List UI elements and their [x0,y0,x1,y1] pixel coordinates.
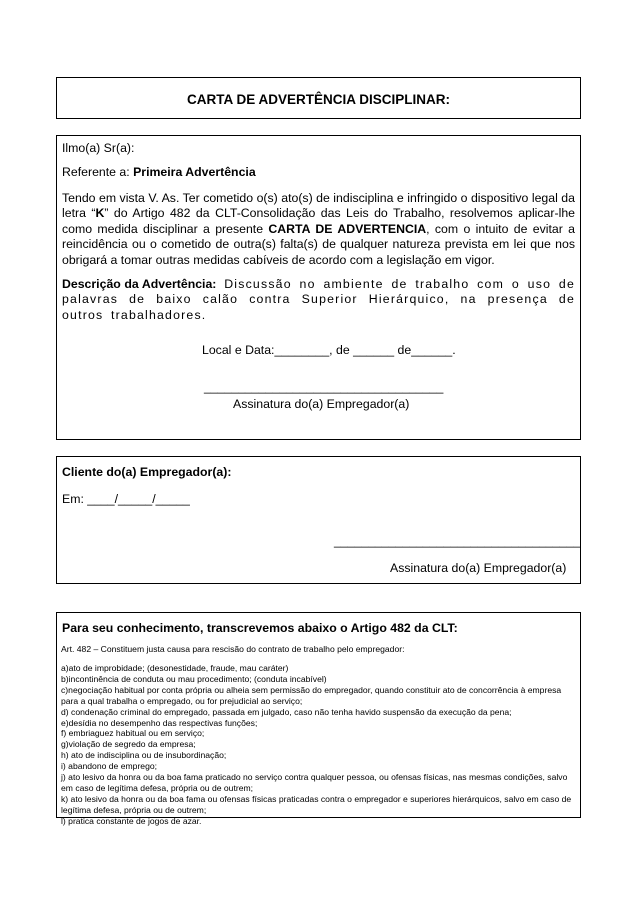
salutation: Ilmo(a) Sr(a): [62,141,135,155]
body-part3: , com o intuito de evitar a reincidência ou o cometido de outra(s) falta(s) de qualquer natureza prevista em lei que nos obrigará a tomar outras medidas cabíveis de acordo com a legislação em vigor. [62,221,575,267]
signature-line: ___________________________________ [204,380,444,394]
article-item: j) ato lesivo da honra ou da boa fama praticado no serviço contra qualquer pessoa, ou ofensas físicas, nas mesmas condições, salvo em caso de legítima defesa, própria ou de outrem; [61,772,568,793]
signature-label: Assinatura do(a) Empregador(a) [233,397,410,411]
client-signature-line: ____________________________________ [334,534,581,548]
client-signature-label: Assinatura do(a) Empregador(a) [390,561,567,575]
description [62,277,575,323]
article-item: h) ato de indisciplina ou de insubordinação; [61,750,227,761]
letter-box [56,135,581,440]
body-part1: Tendo em vista V. As. Ter cometido o(s) ato(s) de indisciplina e infringido o dispositivo legal da letra “ [62,191,575,221]
reference-line [62,165,575,180]
description-text: Discussão no ambiente de trabalho com o uso de palavras de baixo calão contra Superior Hierárquico, na presença de outros trabalhadores. [62,277,575,322]
article-intro: Art. 482 – Constituem justa causa para rescisão do contrato de trabalho pelo empregador: [61,644,405,654]
article-item: f) embriaguez habitual ou em serviço; [61,728,205,739]
article-box [56,612,581,826]
body-letter: K [95,206,105,221]
letter-body [62,191,575,268]
reference-label: Referente a: [62,165,134,179]
client-date-line: Em: ____/_____/_____ [62,492,190,506]
reference-value: Primeira Advertência [133,165,256,179]
article-item: g)violação de segredo da empresa; [61,739,196,750]
article-item: d) condenação criminal do empregado, passada em julgado, caso não tenha havido suspensão da execução da pena; [61,706,512,717]
article-item: a)ato de improbidade; (desonestidade, fraude, mau caráter) [61,663,289,673]
document-title: CARTA DE ADVERTÊNCIA DISCIPLINAR: [187,92,450,107]
article-items [61,663,574,827]
description-label: Descrição da Advertência: [62,277,217,291]
article-heading: Para seu conhecimento, transcrevemos abaixo o Artigo 482 da CLT: [62,621,458,635]
article-item: e)desídia no desempenho das respectivas funções; [61,717,258,728]
body-bold: CARTA DE ADVERTENCIA [268,221,427,236]
article-item: k) ato lesivo da honra ou da boa fama ou ofensas físicas praticadas contra o empregador e superiores hierárquicos, salvo em caso de legítima defesa, própria ou de outrem; [61,793,572,815]
body-part2: ” do Artigo 482 da CLT-Consolidação das Leis do Trabalho, resolvemos aplicar-lhe como medida disciplinar a presente [62,206,575,236]
client-label: Cliente do(a) Empregador(a): [62,465,232,479]
article-item: b)incontinência de conduta ou mau procedimento; (conduta incabível) [61,673,327,684]
client-box [56,456,581,584]
article-item: c)negociação habitual por conta própria ou alheia sem permissão do empregador, quando constituir ato de concorrência à empresa para a qual trabalha o empregado, ou for prejudicial ao serviço; [61,684,562,706]
place-date: Local e Data:________, de ______ de______. [202,343,456,357]
article-item: l) pratica constante de jogos de azar. [61,815,202,826]
article-item: i) abandono de emprego; [61,761,158,772]
title-box [56,77,581,119]
